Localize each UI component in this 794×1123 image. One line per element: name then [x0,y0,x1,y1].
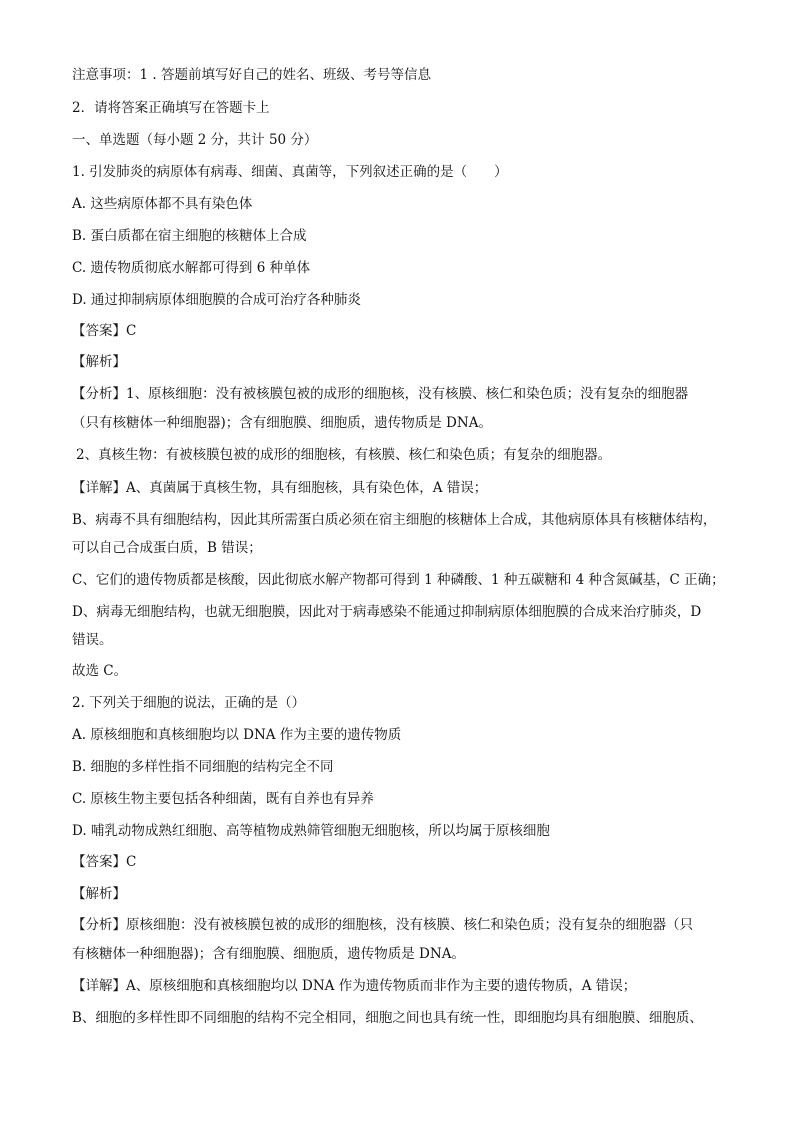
question-2-analysis-label: 【解析】 [72,886,126,902]
section-heading: 一、单选题（每小题 2 分，共计 50 分） [72,132,318,148]
question-1-analysis-text: （只有核糖体一种细胞器)；含有细胞膜、细胞质，遗传物质是 DNA。 [72,415,492,431]
question-2-analysis-text: 有核糖体一种细胞器)；含有细胞膜、细胞质，遗传物质是 DNA。 [72,946,465,962]
question-1-conclusion: 故选 C。 [72,663,128,679]
question-1-option-d: D. 通过抑制病原体细胞膜的合成可治疗各种肺炎 [72,292,361,308]
question-2-detail-text: 【详解】A、原核细胞和真核细胞均以 DNA 作为遗传物质而非作为主要的遗传物质，A 错误； [72,978,637,994]
question-1-detail-text: D、病毒无细胞结构，也就无细胞膜，因此对于病毒感染不能通过抑制病原体细胞膜的合成来治疗肺炎，D [72,604,702,620]
question-1-detail-text: 【详解】A、真菌属于真核生物，具有细胞核，具有染色体，A 错误； [72,480,488,496]
question-2-analysis-text: 【分析】原核细胞：没有被核膜包被的成形的细胞核，没有核膜、核仁和染色质；没有复杂的细胞器（只 [72,917,693,933]
question-1-answer: 【答案】C [72,323,137,339]
question-2-option-a: A. 原核细胞和真核细胞均以 DNA 作为主要的遗传物质 [72,727,402,743]
question-1-option-c: C. 遗传物质彻底水解都可得到 6 种单体 [72,260,311,276]
question-2-detail-text: B、细胞的多样性即不同细胞的结构不完全相同，细胞之间也具有统一性，即细胞均具有细胞膜、细胞质、 [72,1010,703,1026]
question-2-option-d: D. 哺乳动物成熟红细胞、高等植物成熟筛管细胞无细胞核，所以均属于原核细胞 [72,823,550,839]
question-1-option-a: A. 这些病原体都不具有染色体 [72,196,253,212]
question-1-stem: 1. 引发肺炎的病原体有病毒、细菌、真菌等，下列叙述正确的是（ ） [72,164,508,180]
question-1-detail-text: C、它们的遗传物质都是核酸，因此彻底水解产物都可得到 1 种磷酸、1 种五碳糖和 4 种含氮碱基，C 正确； [72,572,725,588]
question-2-stem: 2. 下列关于细胞的说法，正确的是（） [72,695,306,711]
exam-notice-1: 注意事项：1 . 答题前填写好自己的姓名、班级、考号等信息 [72,67,431,83]
question-2-option-b: B. 细胞的多样性指不同细胞的结构完全不同 [72,759,334,775]
exam-notice-2: 2．请将答案正确填写在答题卡上 [72,100,270,116]
question-1-detail-text: 错误。 [72,632,113,648]
question-1-detail-text: B、病毒不具有细胞结构，因此其所需蛋白质必须在宿主细胞的核糖体上合成，其他病原体具有核糖体结构， [72,512,717,528]
question-1-analysis-text: 【分析】1、原核细胞：没有被核膜包被的成形的细胞核，没有核膜、核仁和染色质；没有复杂的细胞器 [72,386,689,402]
question-1-analysis-label: 【解析】 [72,354,126,370]
question-1-option-b: B. 蛋白质都在宿主细胞的核糖体上合成 [72,228,307,244]
question-1-analysis-text: 2、真核生物：有被核膜包被的成形的细胞核，有核膜、核仁和染色质；有复杂的细胞器。 [76,447,612,463]
question-2-option-c: C. 原核生物主要包括各种细菌，既有自养也有异养 [72,791,374,807]
question-2-answer: 【答案】C [72,854,137,870]
question-1-detail-text: 可以自己合成蛋白质，B 错误； [72,540,262,556]
